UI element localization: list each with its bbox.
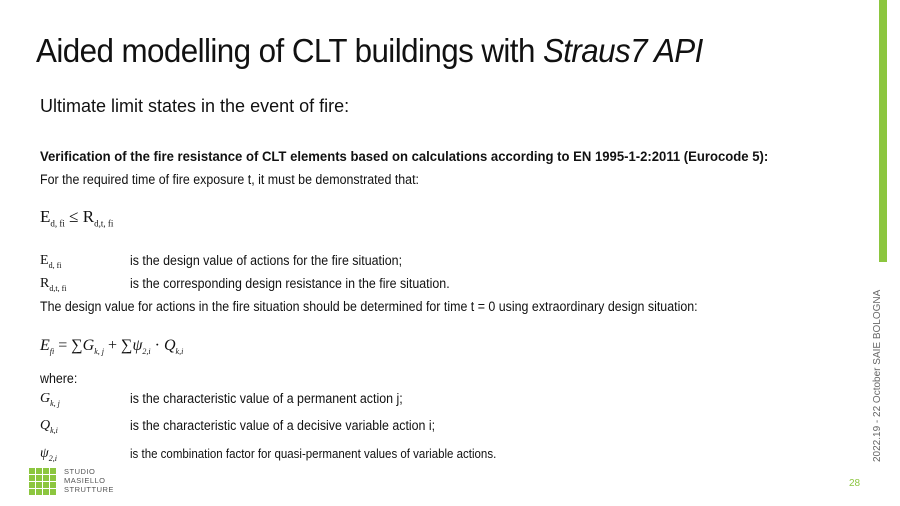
design-value-text: The design value for actions in the fire situation should be determined for time t = 0 using extraordinary design situation: xyxy=(40,299,698,314)
page-number: 28 xyxy=(849,478,861,489)
slide-subtitle: Ultimate limit states in the event of fire: xyxy=(40,96,350,116)
where-text-psi: is the combination factor for quasi-permanent values of variable actions. xyxy=(130,447,497,461)
where-symbol-q: $Q_{k,i}$ xyxy=(40,418,58,435)
where-symbol-g: $G_{k, j}$ xyxy=(40,391,60,408)
studio-logo-text: STUDIO MASIELLO STRUTTURE xyxy=(64,467,114,494)
title-italic: Straus7 API xyxy=(542,32,703,69)
where-label: where: xyxy=(40,371,78,386)
fire-inequality: $E_{d, fi} \le R_{d,t, fi}$ xyxy=(40,207,114,229)
where-text-q: is the characteristic value of a decisive variable action i; xyxy=(130,418,436,433)
accent-bar xyxy=(879,0,887,262)
definition-symbol-e: $E_{d, fi}$ xyxy=(40,253,62,270)
slide-title xyxy=(36,32,703,70)
definition-symbol-r: $R_{d,t, fi}$ xyxy=(40,276,67,293)
combination-formula: $E_{fi} = \sum G_{k, j} + \sum\psi_{2,i} \cdot Q_{k,i}$ xyxy=(40,337,184,357)
where-symbol-psi: $\psi_{2,i}$ xyxy=(40,446,57,463)
definition-text-e: is the design value of actions for the fire situation; xyxy=(130,253,403,268)
where-text-g: is the characteristic value of a permanent action j; xyxy=(130,391,403,406)
title-main: Aided modelling of CLT buildings with xyxy=(36,32,543,69)
verification-heading: Verification of the fire resistance of CLT elements based on calculations according to EN 1995-1-2:2011 (Eurocode 5): xyxy=(40,149,769,164)
definition-text-r: is the corresponding design resistance in the fire situation. xyxy=(130,276,450,291)
event-side-label: 2022.19 - 22 October SAIE BOLOGNA xyxy=(872,289,883,462)
intro-text: For the required time of fire exposure t, it must be demonstrated that: xyxy=(40,172,419,187)
